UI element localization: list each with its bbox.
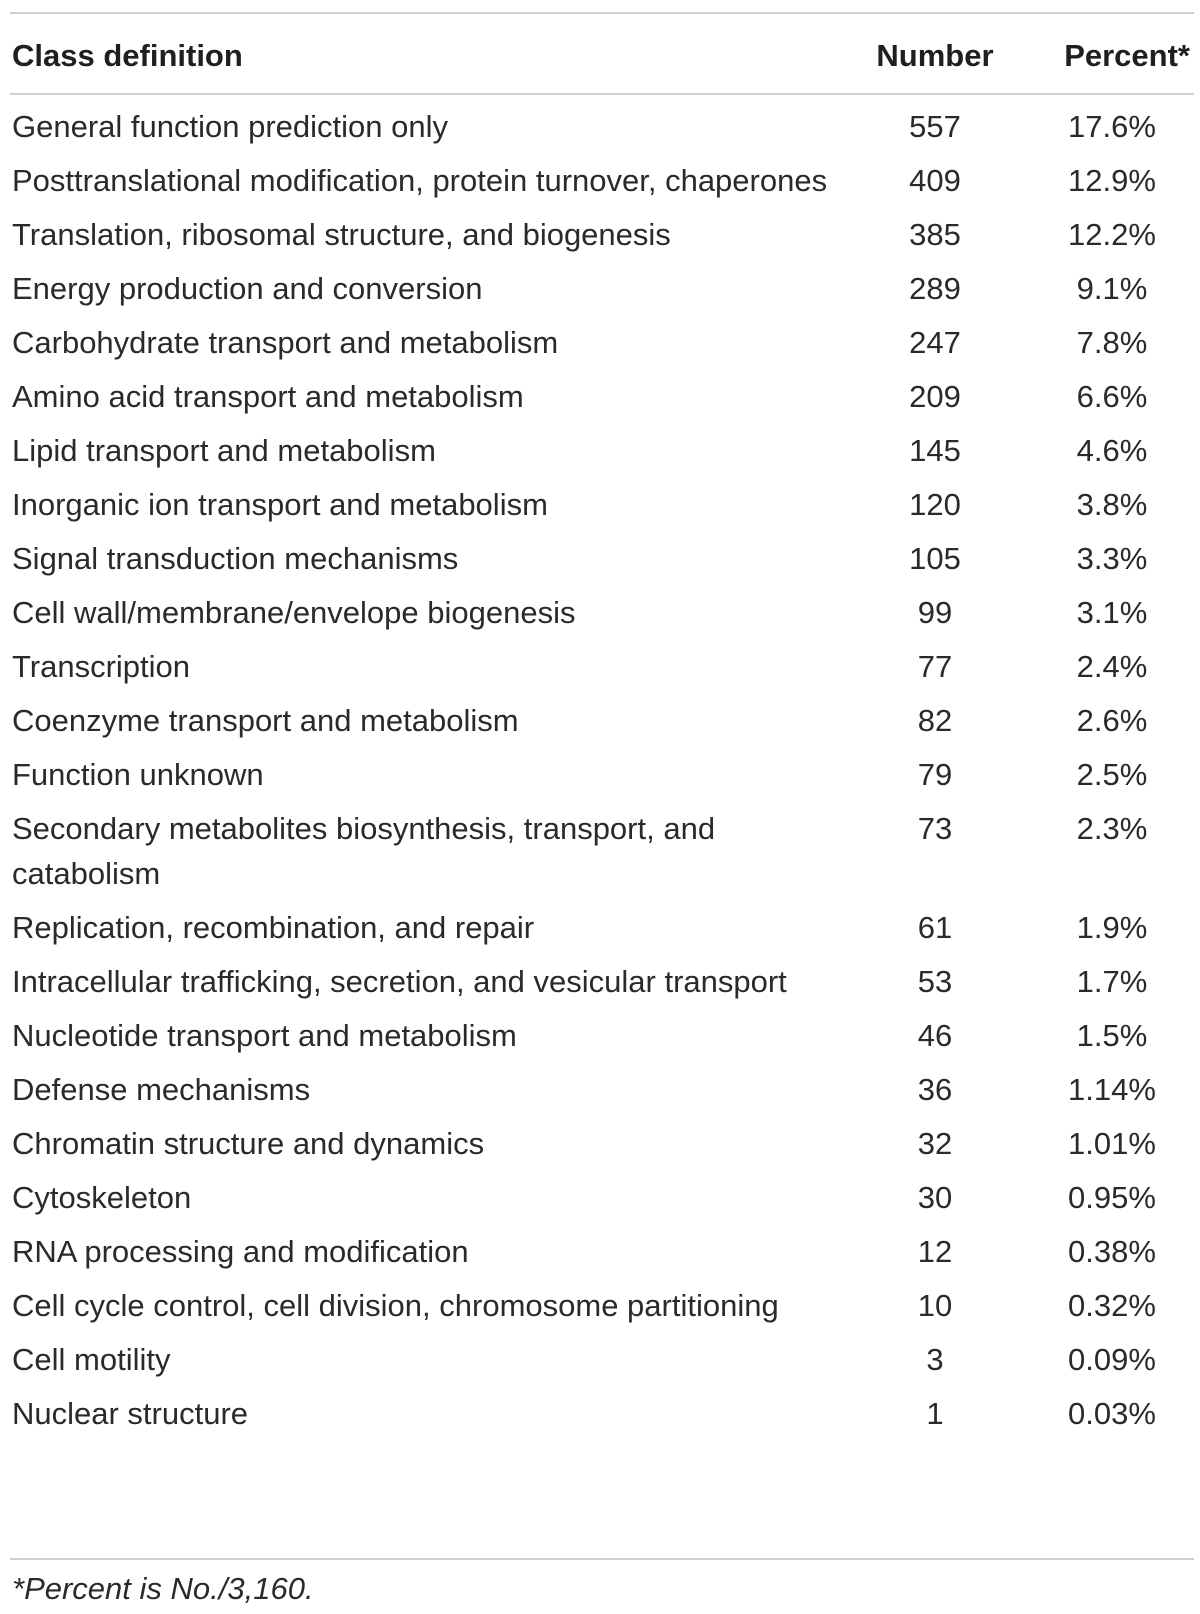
cell-number: 557	[909, 109, 961, 144]
cell-number: 32	[917, 1126, 953, 1161]
cell-number: 3	[926, 1342, 944, 1377]
cell-number: 1	[926, 1396, 944, 1431]
cell-class-definition: Chromatin structure and dynamics	[12, 1126, 485, 1161]
cell-number: 61	[917, 910, 953, 945]
table-row	[12, 1387, 1194, 1441]
cell-class-definition: Carbohydrate transport and metabolism	[12, 325, 559, 360]
table-row	[12, 208, 1194, 262]
cell-number: 120	[909, 487, 961, 522]
cell-class-definition: Transcription	[12, 649, 191, 684]
table-row	[12, 955, 1194, 1009]
table-row	[12, 640, 1194, 694]
cell-percent: 0.32%	[1068, 1288, 1156, 1323]
table-row	[12, 748, 1194, 802]
bottom-rule	[10, 1558, 1194, 1560]
table-row	[12, 1063, 1194, 1117]
cell-class-definition: Translation, ribosomal structure, and biogenesis	[12, 217, 671, 252]
header-row	[12, 20, 1194, 92]
cell-number: 209	[909, 379, 961, 414]
cell-class-definition: Cell motility	[12, 1342, 171, 1377]
cell-percent: 0.38%	[1068, 1234, 1156, 1269]
table-row	[12, 92, 1194, 154]
cell-percent: 1.5%	[1076, 1018, 1148, 1053]
table-row	[12, 1171, 1194, 1225]
cell-number: 79	[917, 757, 953, 792]
table-row	[12, 532, 1194, 586]
cell-number: 99	[917, 595, 953, 630]
cell-class-definition: Function unknown	[12, 757, 264, 792]
cog-class-table	[12, 20, 1194, 1441]
cell-number: 30	[917, 1180, 953, 1215]
cell-class-definition: RNA processing and modification	[12, 1234, 469, 1269]
cell-class-definition: Lipid transport and metabolism	[12, 433, 436, 468]
table-row	[12, 1279, 1194, 1333]
table-row	[12, 1333, 1194, 1387]
header-number: Number	[876, 38, 994, 73]
cell-percent: 6.6%	[1076, 379, 1148, 414]
cell-percent: 7.8%	[1076, 325, 1148, 360]
cell-class-definition: Amino acid transport and metabolism	[12, 379, 524, 414]
cell-percent: 17.6%	[1068, 109, 1156, 144]
cell-percent: 12.2%	[1068, 217, 1156, 252]
cell-percent: 1.14%	[1068, 1072, 1156, 1107]
table-row	[12, 478, 1194, 532]
cell-percent: 1.9%	[1076, 910, 1148, 945]
cell-class-definition: Signal transduction mechanisms	[12, 541, 459, 576]
cell-percent: 1.01%	[1068, 1126, 1156, 1161]
cell-number: 145	[909, 433, 961, 468]
table-row	[12, 1117, 1194, 1171]
cell-class-definition: Replication, recombination, and repair	[12, 910, 535, 945]
table-row	[12, 901, 1194, 955]
cell-class-definition: Cytoskeleton	[12, 1180, 192, 1215]
cell-percent: 0.03%	[1068, 1396, 1156, 1431]
cell-number: 73	[917, 811, 953, 846]
cell-number: 105	[909, 541, 961, 576]
cell-number: 10	[917, 1288, 953, 1323]
table-row	[12, 262, 1194, 316]
cell-percent: 0.09%	[1068, 1342, 1156, 1377]
cell-class-definition: Coenzyme transport and metabolism	[12, 703, 519, 738]
cell-percent: 2.6%	[1076, 703, 1148, 738]
cell-percent: 9.1%	[1076, 271, 1148, 306]
table-row	[12, 1009, 1194, 1063]
cell-number: 82	[917, 703, 953, 738]
table-footnote: *Percent is No./3,160.	[12, 1571, 314, 1606]
cell-class-definition: General function prediction only	[12, 109, 448, 144]
cell-percent: 3.1%	[1076, 595, 1148, 630]
table-row	[12, 1225, 1194, 1279]
header-class-definition: Class definition	[12, 38, 243, 73]
cell-class-definition: Nucleotide transport and metabolism	[12, 1018, 517, 1053]
cell-number: 247	[909, 325, 961, 360]
cell-percent: 4.6%	[1076, 433, 1148, 468]
cell-number: 289	[909, 271, 961, 306]
cell-number: 77	[917, 649, 953, 684]
cell-class-definition: Defense mechanisms	[12, 1072, 311, 1107]
cell-class-definition: Cell cycle control, cell division, chromosome partitioning	[12, 1288, 779, 1323]
cell-class-definition: Cell wall/membrane/envelope biogenesis	[12, 595, 576, 630]
cell-number: 53	[917, 964, 953, 999]
table-row	[12, 370, 1194, 424]
cell-number: 409	[909, 163, 961, 198]
cell-percent: 1.7%	[1076, 964, 1148, 999]
table-row	[12, 154, 1194, 208]
top-rule	[10, 12, 1194, 14]
cell-class-definition: Intracellular trafficking, secretion, and vesicular transport	[12, 964, 787, 999]
cell-class-definition: Energy production and conversion	[12, 271, 483, 306]
cell-number: 36	[917, 1072, 953, 1107]
table-row	[12, 802, 1194, 901]
cell-percent: 3.3%	[1076, 541, 1148, 576]
table-row	[12, 424, 1194, 478]
table-row	[12, 316, 1194, 370]
header-percent: Percent*	[1064, 38, 1190, 73]
cell-percent: 2.3%	[1076, 811, 1148, 846]
cell-class-definition: Posttranslational modification, protein turnover, chaperones	[12, 163, 828, 198]
table-row	[12, 694, 1194, 748]
cell-percent: 3.8%	[1076, 487, 1148, 522]
cell-number: 385	[909, 217, 961, 252]
cell-class-definition: Inorganic ion transport and metabolism	[12, 487, 548, 522]
cell-percent: 2.4%	[1076, 649, 1148, 684]
cell-class-definition: Nuclear structure	[12, 1396, 249, 1431]
table-body	[12, 92, 1194, 1441]
table-row	[12, 586, 1194, 640]
cell-number: 46	[917, 1018, 953, 1053]
cell-class-definition: Secondary metabolites biosynthesis, transport, and catabolism	[12, 811, 716, 891]
cell-percent: 12.9%	[1068, 163, 1156, 198]
cell-percent: 2.5%	[1076, 757, 1148, 792]
cell-percent: 0.95%	[1068, 1180, 1156, 1215]
cell-number: 12	[917, 1234, 953, 1269]
